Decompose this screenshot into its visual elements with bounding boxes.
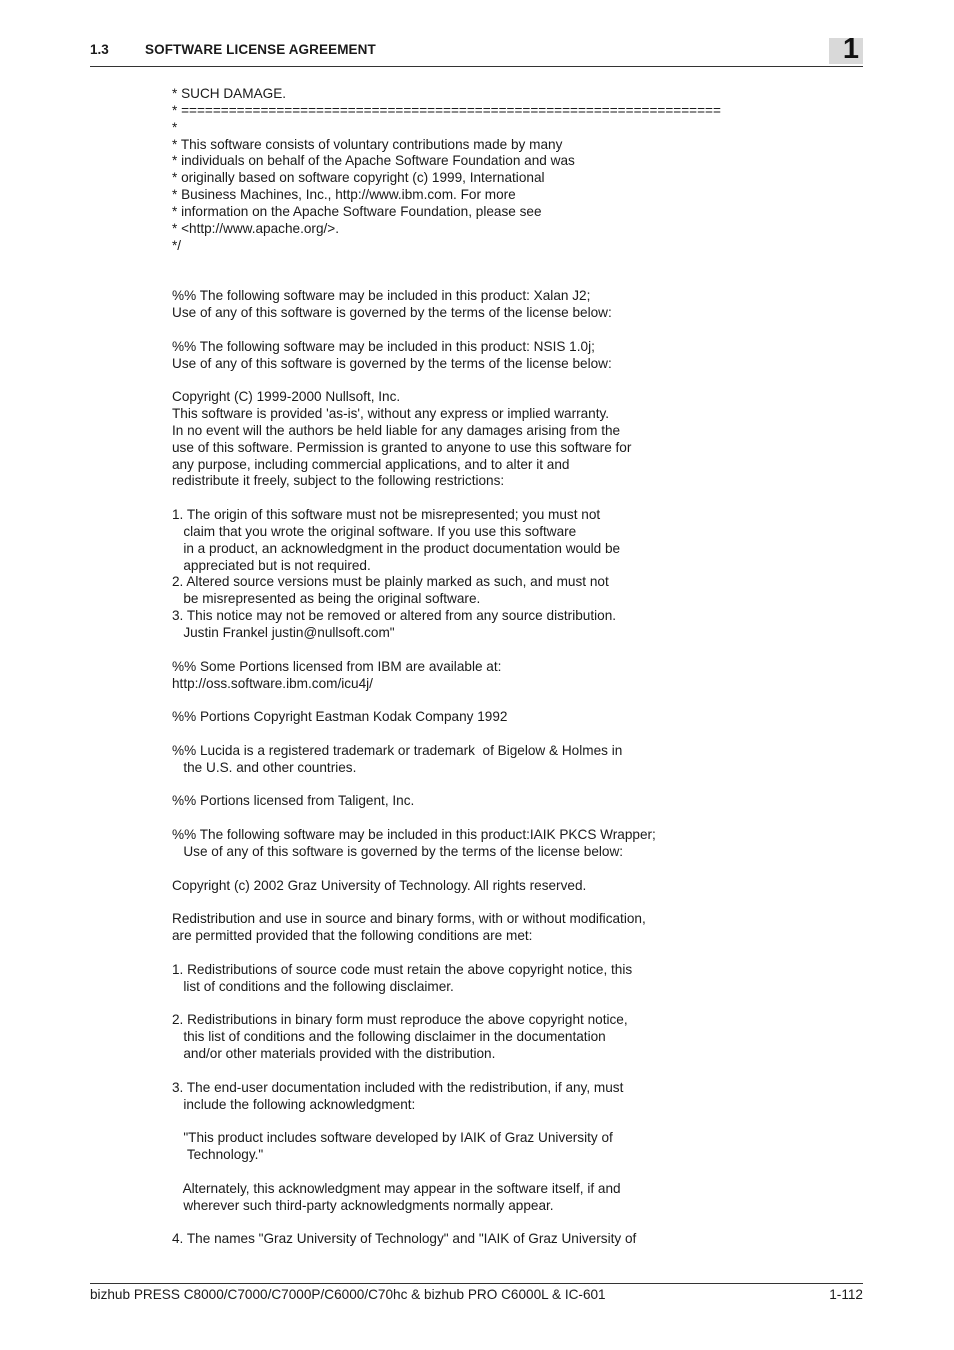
text-line: %% Portions Copyright Eastman Kodak Company 1992 [172,709,508,725]
blank-line [172,1164,812,1181]
blank-line [172,692,812,709]
blank-line [172,490,812,507]
text-line: be misrepresented as being the original software. [172,591,481,607]
text-line: Use of any of this software is governed by the terms of the license below: [172,843,624,859]
text-line: 1. Redistributions of source code must retain the above copyright notice, this [172,961,633,977]
text-line: and/or other materials provided with the distribution. [172,1046,496,1062]
text-line: * ==================================================================== [172,102,721,118]
text-line: Copyright (c) 2002 Graz University of Technology. All rights reserved. [172,877,587,893]
blank-line [172,372,812,389]
blank-line [172,726,812,743]
text-line: */ [172,237,182,253]
text-line: This software is provided 'as-is', without any express or implied warranty. [172,406,610,422]
text-line: 3. This notice may not be removed or altered from any source distribution. [172,608,617,624]
blank-line [172,861,812,878]
text-line: * [172,119,178,135]
text-line: wherever such third-party acknowledgments normally appear. [172,1197,554,1213]
text-line: "This product includes software developed by IAIK of Graz University of [172,1130,613,1146]
blank-line [172,322,812,339]
text-line: http://oss.software.ibm.com/icu4j/ [172,675,373,691]
text-line: %% The following software may be included in this product: NSIS 1.0j; [172,338,595,354]
text-line: Technology." [172,1147,264,1163]
blank-line [172,1113,812,1130]
text-line: in a product, an acknowledgment in the product documentation would be [172,540,621,556]
blank-line [172,996,812,1013]
text-line: redistribute it freely, subject to the following restrictions: [172,473,505,489]
text-line: * Business Machines, Inc., http://www.ibm.com. For more [172,187,516,203]
text-line: * originally based on software copyright (c) 1999, International [172,170,545,186]
chapter-tab [829,33,863,65]
blank-line [172,1063,812,1080]
text-line: Copyright (C) 1999-2000 Nullsoft, Inc. [172,389,401,405]
text-line: Justin Frankel justin@nullsoft.com" [172,625,395,640]
text-line: 3. The end-user documentation included with the redistribution, if any, must [172,1079,624,1095]
text-line: appreciated but is not required. [172,557,371,573]
page-number: 1-112 [829,1287,863,1302]
text-line: In no event will the authors be held liable for any damages arising from the [172,422,621,438]
text-line: Redistribution and use in source and binary forms, with or without modification, [172,911,646,927]
text-line: * This software consists of voluntary contributions made by many [172,136,563,152]
text-line: list of conditions and the following disclaimer. [172,978,454,994]
text-line: Alternately, this acknowledgment may appear in the software itself, if and [172,1180,621,1196]
text-line: include the following acknowledgment: [172,1096,416,1112]
text-line: 4. The names "Graz University of Technology" and "IAIK of Graz University of [172,1231,637,1247]
text-line: 2. Altered source versions must be plainly marked as such, and must not [172,574,609,590]
section-title: SOFTWARE LICENSE AGREEMENT [145,42,376,57]
blank-line [172,895,812,912]
chapter-number: 1 [842,33,859,65]
blank-line [172,777,812,794]
blank-line [172,642,812,659]
text-line: claim that you wrote the original software. If you use this software [172,523,577,539]
text-line: %% Some Portions licensed from IBM are available at: [172,658,502,674]
blank-line [172,1215,812,1232]
page-footer [90,1283,863,1302]
text-line: are permitted provided that the following conditions are met: [172,928,533,944]
text-line: %% The following software may be included in this product: Xalan J2; [172,288,591,304]
text-line: * individuals on behalf of the Apache Software Foundation and was [172,153,575,169]
text-line: Use of any of this software is governed by the terms of the license below: [172,304,612,320]
text-line: 2. Redistributions in binary form must reproduce the above copyright notice, [172,1012,628,1028]
text-line: * SUCH DAMAGE. [172,86,287,101]
footer-product-name: bizhub PRESS C8000/C7000/C7000P/C6000/C70hc & bizhub PRO C6000L & IC-601 [90,1287,606,1302]
blank-line [172,810,812,827]
text-line: 1. The origin of this software must not be misrepresented; you must not [172,507,601,523]
text-line: * <http://www.apache.org/>. [172,220,340,236]
text-line: %% Lucida is a registered trademark or trademark of Bigelow & Holmes in [172,742,623,758]
text-line: this list of conditions and the following disclaimer in the documentation [172,1029,606,1045]
license-text-body [172,86,812,1248]
text-line: * information on the Apache Software Foundation, please see [172,203,542,219]
blank-line [172,271,812,288]
text-line: the U.S. and other countries. [172,759,357,775]
text-line: %% The following software may be included in this product:IAIK PKCS Wrapper; [172,827,656,843]
blank-line [172,254,812,271]
text-line: any purpose, including commercial applications, and to alter it and [172,456,570,472]
text-line: %% Portions licensed from Taligent, Inc. [172,793,415,809]
text-line: use of this software. Permission is granted to anyone to use this software for [172,439,632,455]
blank-line [172,945,812,962]
page-header [90,33,863,67]
text-line: Use of any of this software is governed by the terms of the license below: [172,355,612,371]
section-number: 1.3 [90,42,109,57]
